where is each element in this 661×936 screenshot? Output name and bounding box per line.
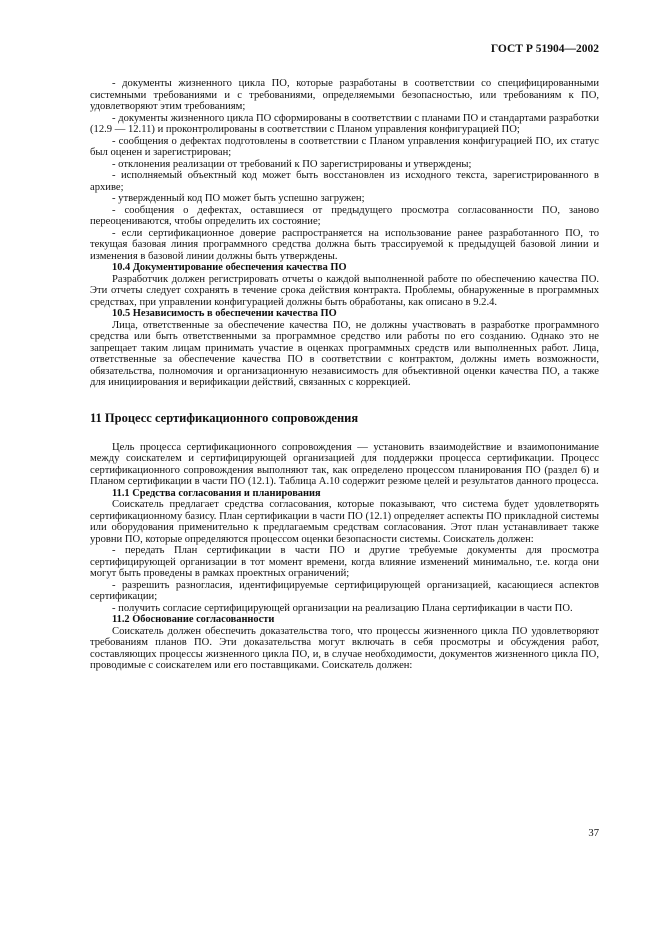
paragraph-11-intro: Цель процесса сертификационного сопровождения — установить взаимодействие и взаимопонимание между соискателем и сертифицирующей организацией для поддержки процесса сертификации. Процесс сертификационного сопровождения выполняют так, как определено процессом планирования ПО (раздел 6) и Планом сертификации в части ПО (12.1). Таблица А.10 содержит резюме целей и результатов данного процесса. xyxy=(90,441,599,487)
list-item: - передать План сертификации в части ПО и другие требуемые документы для просмотра сертифицирующей организации в тот момент времени, когда влияние изменений минимально, т.е. когда они могут быть проведены в рамках проектных ограничений; xyxy=(90,545,599,579)
list-item: - получить согласие сертифицирующей организации на реализацию Плана сертификации в части ПО. xyxy=(112,602,573,614)
document-header: ГОСТ Р 51904—2002 xyxy=(490,43,599,55)
subsection-title-10-4: 10.4 Документирование обеспечения качества ПО xyxy=(112,262,347,273)
paragraph-11-1: Соискатель предлагает средства согласования, которые показывают, что система будет удовлетворять сертификационному базису. План сертификации в части ПО (12.1) определяет аспекты ПО прикладной системы или оборудования применительно к предлагаемым средствам согласования. Этот план устанавливает также уровни ПО, которые определяются процессом оценки безопасности системы. Соискатель должен: xyxy=(90,499,599,545)
list-item: - утвержденный код ПО может быть успешно загружен; xyxy=(112,193,365,204)
list-item: - сообщения о дефектах подготовлены в соответствии с Планом управления конфигурацией ПО, их статус был оценен и зарегистрирован; xyxy=(90,135,599,158)
paragraph-11-2: Соискатель должен обеспечить доказательства того, что процессы жизненного цикла ПО удовлетворяют требованиям планов ПО. Эти доказательства могут включать в себя просмотры и обсуждения работ, составляющих процессы жизненного цикла ПО, и, в случае необходимости, документов жизненного цикла ПО, проводимые с соискателем или его поставщиками. Соискатель должен: xyxy=(90,625,599,671)
subsection-title-11-2: 11.2 Обоснование согласованности xyxy=(112,614,275,625)
subsection-title-11-1: 11.1 Средства согласования и планирования xyxy=(112,487,321,499)
list-item: - отклонения реализации от требований к ПО зарегистрированы и утверждены; xyxy=(112,158,472,170)
list-item: - исполняемый объектный код может быть восстановлен из исходного текста, зарегистрированного в архиве; xyxy=(90,170,599,193)
list-item: - документы жизненного цикла ПО, которые разработаны в соответствии со специфицированными системными требованиями и с требованиями, определяемыми безопасностью, или требованиям к ПО, удовлетворяют этим требованиям; xyxy=(90,78,599,112)
top-list xyxy=(90,78,599,262)
section-title-11: 11 Процесс сертификационного сопровождения xyxy=(90,410,359,425)
list-item: - сообщения о дефектах, оставшиеся от предыдущего просмотра согласованности ПО, заново переоцениваются, чтобы определить их состояние; xyxy=(90,204,599,227)
list-item: - разрешить разногласия, идентифицируемые сертифицирующей организацией, касающиеся аспектов сертификации; xyxy=(90,579,599,602)
subsection-title-10-5: 10.5 Независимость в обеспечении качества ПО xyxy=(112,308,337,319)
page-number: 37 xyxy=(588,828,599,839)
list-item: - если сертификационное доверие распространяется на использование ранее разработанного ПО, то текущая базовая линия программного средства должна быть трассируемой к предыдущей базовой линии и изменения в базовой линии должны быть утверждены. xyxy=(90,227,599,262)
paragraph-10-5: Лица, ответственные за обеспечение качества ПО, не должны участвовать в разработке программного средства или быть ответственными за программное средство или работы по его созданию. Однако это не запрещает таким лицам принимать участие в оценках программных средств или выполненных работ. Лица, ответственные за обеспечение качества ПО в соответствии с контрактом, должны иметь возможности, обязательства, полномочия и организационную независимость для объективной оценки качества ПО, а также для инициирования и верификации действий, связанных с коррекцией. xyxy=(90,319,599,388)
paragraph-10-4: Разработчик должен регистрировать отчеты о каждой выполненной работе по обеспечению качества ПО. Эти отчеты следует сохранять в течение срока действия контракта. Проблемы, обнаруженные в программных средствах, при управлении конфигурацией должны быть обработаны, как описано в 9.2.4. xyxy=(90,273,599,308)
list-item: - документы жизненного цикла ПО сформированы в соответствии с планами ПО и стандартами разработки (12.9 — 12.11) и проконтролированы в соответствии с Планом управления конфигурацией ПО; xyxy=(90,112,599,135)
